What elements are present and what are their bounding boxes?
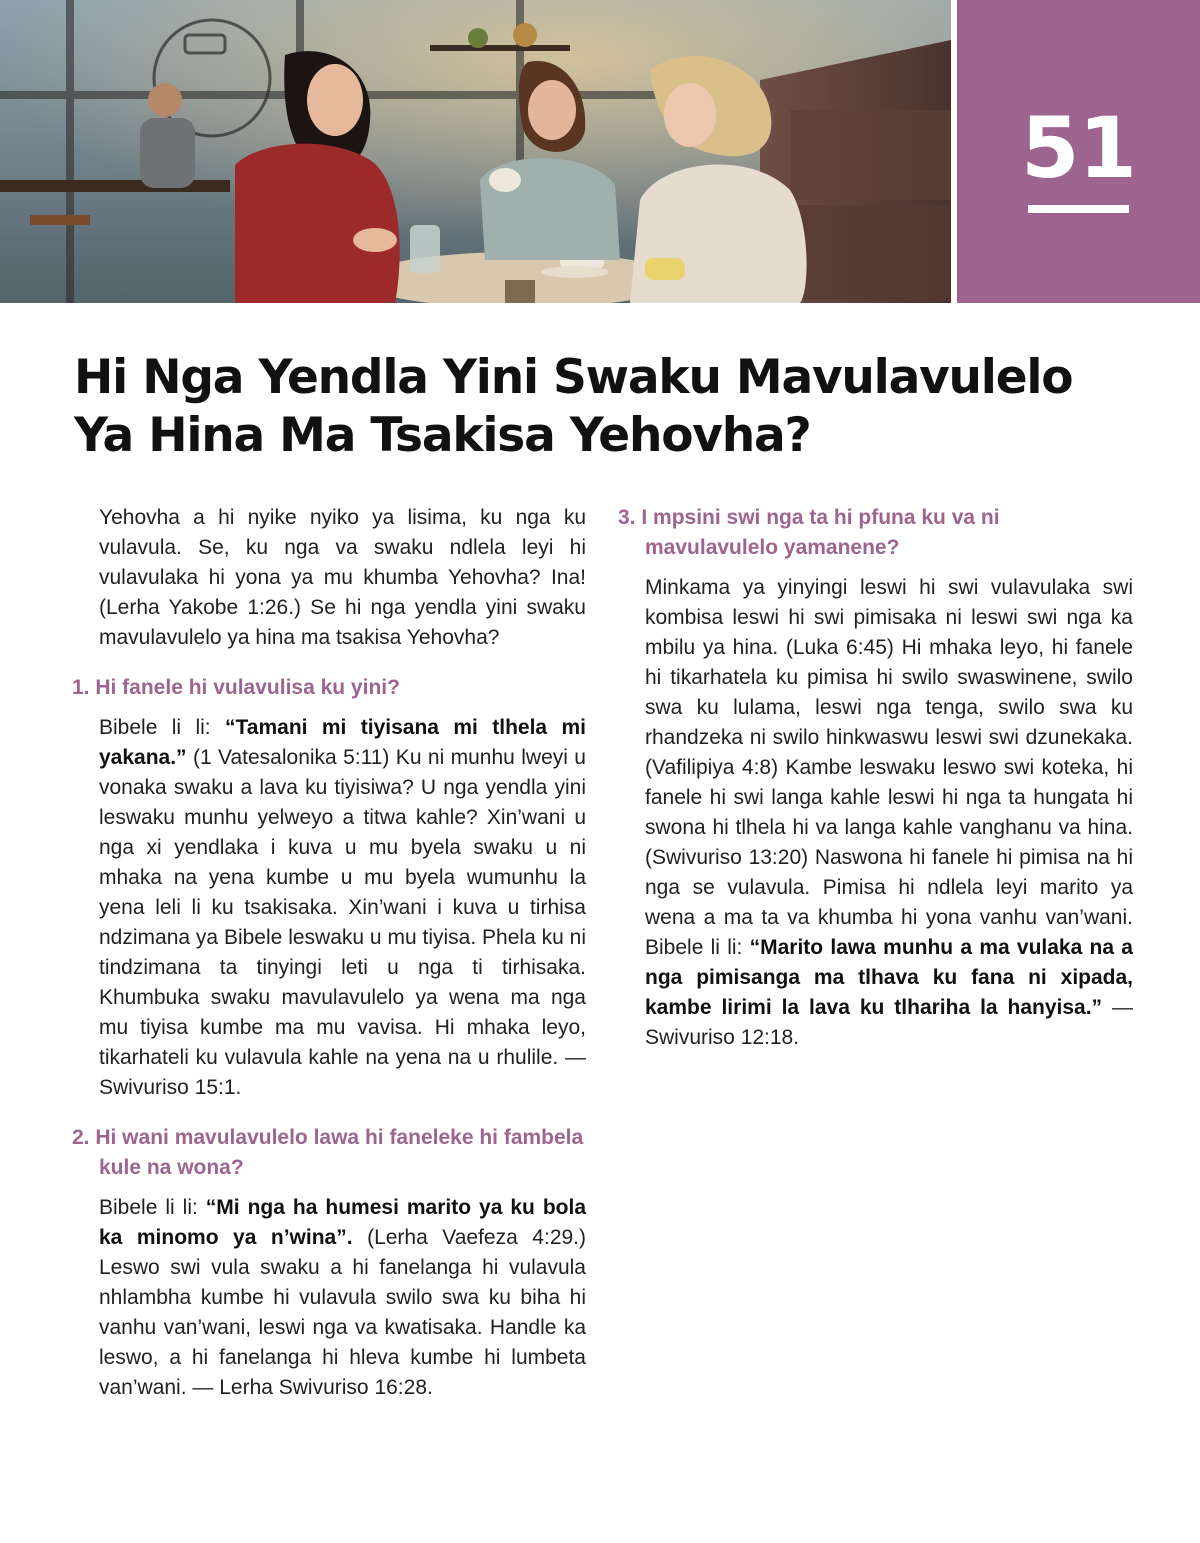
section-1-body: (1 Vatesalonika 5:11) Ku ni munhu lweyi u vonaka swaku a lava ku tiyisiwa? U nga yendla yini leswaku munhu yelweyo a titwa kahle? Xin’wani u nga xi yendlaka i kuva u mu byela swaku u ni mhaka na yena kumbe u mu byela wumunhu la yena leli li ku tsakisaka. Xin’wani i kuva u tirhisa ndzimana ya Bibele leswaku u mu tiyisa. Phela ku ni tindzimana ta tinyingi leti u nga ti tirhisaka. Khumbuka swaku mavulavulelo ya wena ma nga mu tiyisa kumbe ma mu vavisa. Hi mhaka leyo, tikarhateli ku vulavula kahle na yena na u rhulile. — Swivuriso 15:1. (99, 746, 586, 1099)
section-1-lead: Bibele li li: (99, 716, 226, 739)
page-title (74, 349, 1134, 465)
section-2-paragraph (99, 1193, 586, 1403)
right-column (618, 503, 1133, 1073)
section-3-lead: Minkama ya yinyingi leswi hi swi vulavulaka swi kombisa leswi hi swi pimisaka ni leswi swi nga ka mbilu ya hina. (Luka 6:45) Hi mhaka leyo, hi fanele hi tikarhatela ku pimisa hi swilo swaswinene, swilo swa ku lulama, leswi nga tenga, swilo swa ku rhandzeka ni swilo hinkwaswu leswi swi dzunekaka. (Vafilipiya 4:8) Kambe leswaku leswo swi koteka, hi fanele hi swi langa kahle leswi hi nga ta hungata hi swona hi tlhela hi va langa kahle vanghanu va hina. (Swivuriso 13:20) Naswona hi fanele hi pimisa na hi nga se vulavula. Pimisa hi ndlela leyi marito ya wena a ma ta va khumba hi yona vanhu van’wani. Bibele li li: (645, 576, 1133, 959)
section-2-body: (Lerha Vaefeza 4:29.) Leswo swi vula swaku a hi fanelanga hi vulavula nhlambha kumbe hi vulavula swilo swa ku biha hi vanhu van’wani, leswi nga va kwatisaka. Handle ka leswo, a hi fanelanga hi hleva kumbe hi lumbeta van’wani. — Lerha Swivuriso 16:28. (99, 1226, 586, 1399)
question-heading-2: 2. Hi wani mavulavulelo lawa hi faneleke hi fambela kule na wona? (72, 1126, 584, 1179)
intro-paragraph: Yehovha a hi nyike nyiko ya lisima, ku nga ku vulavula. Se, ku nga va swaku ndlela leyi hi vulavulaka hi yona ya mu khumba Yehovha? Ina! (Lerha Yakobe 1:26.) Se hi nga yendla yini swaku mavulavulelo ya hina ma tsakisa Yehovha? (99, 506, 586, 649)
lesson-number-box (957, 0, 1200, 303)
cafe-scene-illustration (0, 0, 951, 303)
section-2-scripture-quote: “Mi nga ha humesi marito ya ku bola ka minomo ya n’wina”. (99, 1196, 586, 1249)
page-title-line-2: Ya Hina Ma Tsakisa Yehovha? (74, 408, 811, 463)
header-photo (0, 0, 951, 303)
question-heading-1: 1. Hi fanele hi vulavulisa ku yini? (72, 676, 400, 699)
section-1-scripture-quote: “Tamani mi tiyisana mi tlhela mi yakana.” (99, 716, 586, 769)
lesson-number-underline (1028, 205, 1129, 213)
section-2-lead: Bibele li li: (99, 1196, 206, 1219)
section-3-body: — Swivuriso 12:18. (645, 996, 1133, 1049)
section-3-scripture-quote: “Marito lawa munhu a ma vulaka na a nga pimisanga ma tlhava ku fana ni xipada, kambe lirimi la lava ku tlhariha la hanyisa.” (645, 936, 1133, 1019)
section-1-paragraph (99, 713, 586, 1103)
left-column (72, 503, 586, 1423)
page-title-line-1: Hi Nga Yendla Yini Swaku Mavulavulelo (74, 350, 1073, 405)
section-3-paragraph (645, 573, 1133, 1053)
lesson-number: 51 (1021, 99, 1136, 197)
question-heading-3: 3. I mpsini swi nga ta hi pfuna ku va ni mavulavulelo yamanene? (618, 506, 1000, 559)
